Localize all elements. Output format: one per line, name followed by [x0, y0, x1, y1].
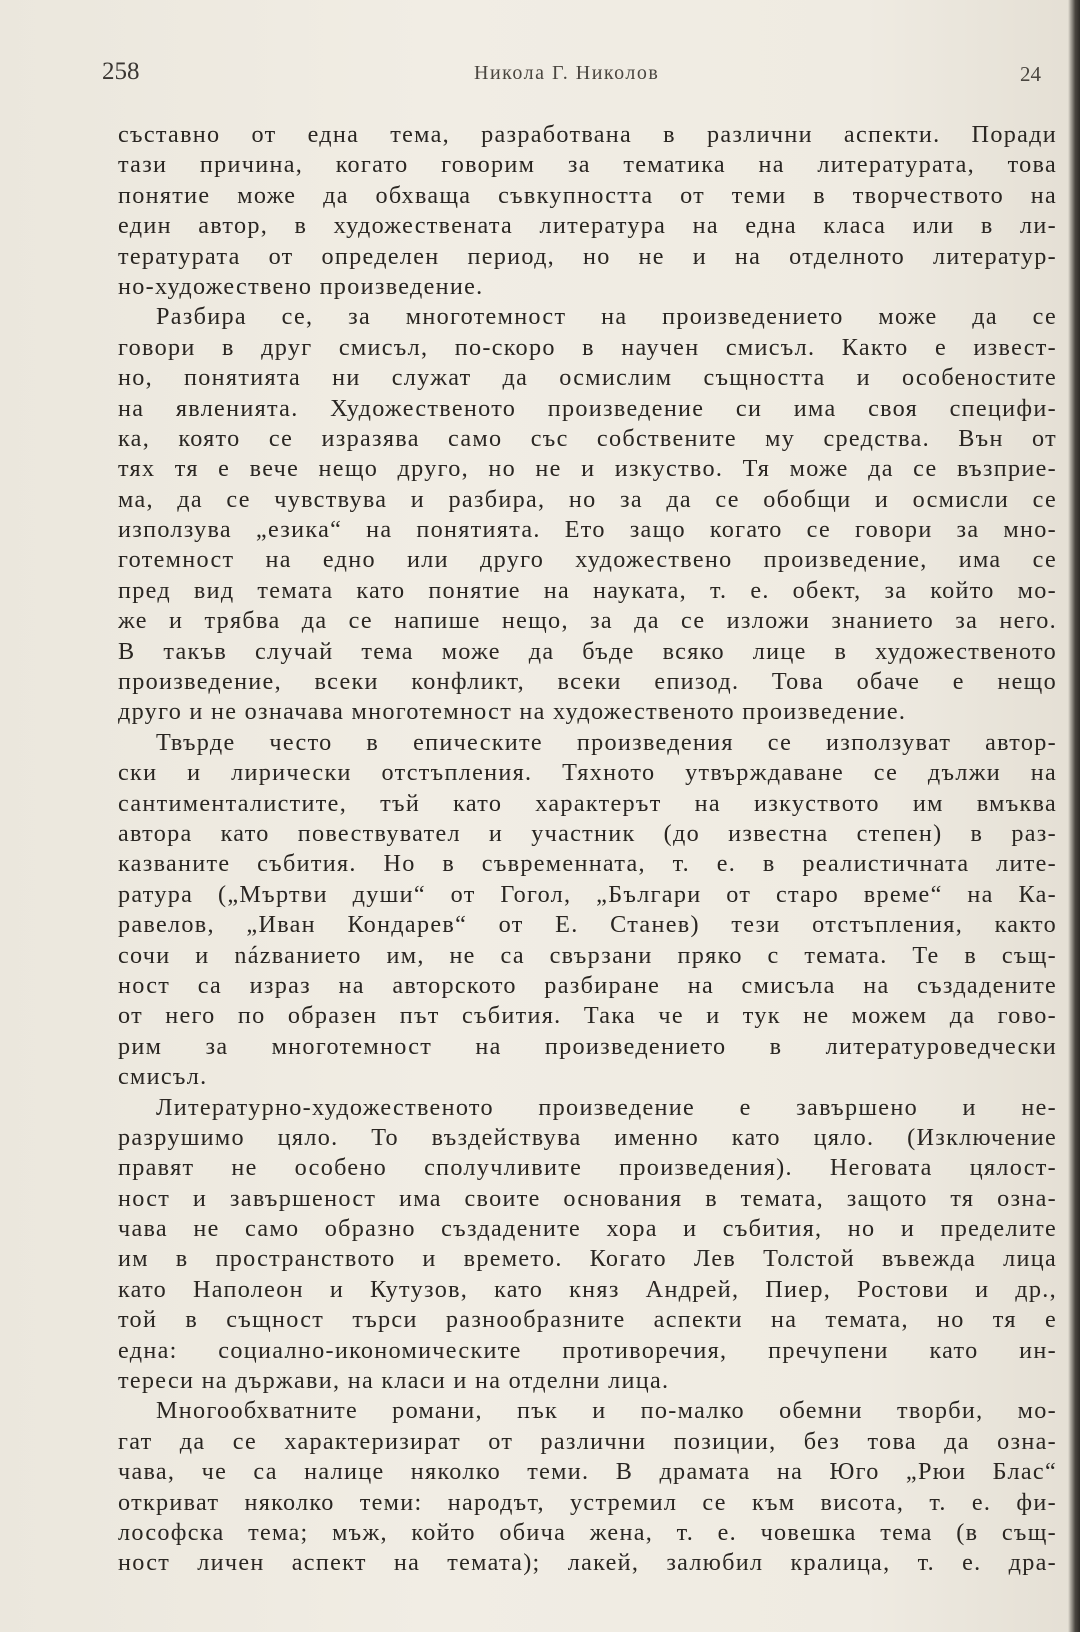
text-line: тереси на държави, на класи и на отделни лица. [118, 1367, 670, 1395]
text-line: ма, да се чувствува и разбира, но за да се обобщи и осмисли се [118, 485, 1057, 513]
text-line: като Наполеон и Кутузов, като княз Андрей, Пиер, Ростови и др., [118, 1275, 1057, 1303]
text-line: говори в друг смисъл, по-скоро в научен смисъл. Както е извест- [118, 333, 1057, 361]
text-line: готемност на едно или друго художествено произведение, има се [118, 546, 1057, 574]
text-line: же и трябва да се напише нещо, за да се изложи знанието за него. [118, 607, 1057, 635]
text-line: тях тя е вече нещо друго, но не и изкуство. Тя може да се възприе- [118, 455, 1057, 483]
text-line: той в същност търси разнообразните аспекти на темата, но тя е [118, 1306, 1057, 1334]
text-line: но, понятията ни служат да осмислим същността и особеностите [118, 364, 1057, 392]
running-title: Никола Г. Николов [474, 62, 660, 84]
text-line: чава не само образно създадените хора и събития, но и пределите [118, 1215, 1057, 1243]
text-line: Твърде често в епическите произведения се използуват автор- [156, 728, 1057, 756]
text-line: ност са израз на авторското разбиране на смисъла на създадените [118, 971, 1057, 999]
text-line: произведение, всеки конфликт, всеки епизод. Това обаче е нещо [118, 668, 1057, 696]
page-number: 258 [102, 58, 140, 85]
text-line: сантименталистите, тъй като характерът на изкуството им вмъква [118, 789, 1057, 817]
text-line: Многообхватните романи, пък и по-малко обемни творби, мо- [156, 1397, 1057, 1425]
text-line: лософска тема; мъж, който обича жена, т. е. човешка тема (в същ- [118, 1518, 1057, 1546]
text-line: гат да се характеризират от различни позиции, без това да озна- [118, 1427, 1057, 1455]
text-line: на явленията. Художественото произведение си има своя специфи- [118, 394, 1057, 422]
text-line: ност личен аспект на темата); лакей, залюбил кралица, т. е. дра- [118, 1549, 1057, 1577]
text-line: ност и завършеност има своите основания в темата, защото тя озна- [118, 1184, 1057, 1212]
text-line: ка, която се изразява само със собствените му средства. Вън от [118, 424, 1057, 452]
page-edge-shadow [1068, 0, 1080, 1632]
text-line: откриват няколко теми: народът, устремил се към висота, т. е. фи- [118, 1488, 1057, 1516]
text-line: ски и лирически отстъпления. Тяхното утвърждаване се дължи на [118, 759, 1057, 787]
text-line: равелов, „Иван Кондарев“ от Е. Станев) тези отстъпления, както [118, 911, 1057, 939]
text-line: съставно от една тема, разработвана в различни аспекти. Поради [118, 121, 1057, 148]
text-line: един автор, в художествената литература на една класа или в ли- [118, 212, 1057, 240]
text-line: една: социално-икономическите противоречия, пречупени като ин- [118, 1336, 1057, 1364]
text-line: им в пространството и времето. Когато Лев Толстой въвежда лица [118, 1245, 1057, 1273]
page-header [102, 58, 1062, 98]
text-line: но-художествено произведение. [118, 272, 484, 300]
text-line: Разбира се, за многотемност на произведението може да се [156, 303, 1057, 331]
text-line: ратура („Мъртви души“ от Гогол, „Българи от старо време“ на Ка- [118, 880, 1057, 908]
text-line: друго и не означава многотемност на художественото произведение. [118, 698, 907, 726]
text-line: автора като повествувател и участник (до известна степен) в раз- [118, 819, 1057, 847]
text-line: пред вид темата като понятие на науката, т. е. обект, за който мо- [118, 576, 1057, 604]
corner-number: 24 [1020, 62, 1041, 86]
text-line: правят не особено сполучливите произведения). Неговата цялост- [118, 1154, 1057, 1182]
text-line: от него по образен път събития. Така че и тук не можем да гово- [118, 1002, 1057, 1030]
text-line: смисъл. [118, 1063, 208, 1091]
text-line: Литературно-художественото произведение е завършено и не- [156, 1093, 1057, 1121]
text-line: В такъв случай тема може да бъде всяко лице в художественото [118, 637, 1057, 665]
text-line: тературата от определен период, но не и на отделното литератур- [118, 242, 1057, 270]
text-line: чава, че са налице няколко теми. В драмата на Юго „Рюи Блас“ [118, 1458, 1057, 1486]
text-line: тази причина, когато говорим за тематика на литературата, това [118, 151, 1057, 179]
text-line: понятие може да обхваща съвкупността от теми в творчеството на [118, 181, 1057, 209]
text-line: използува „езика“ на понятията. Ето защо когато се говори за мно- [118, 516, 1057, 544]
text-line: рим за многотемност на произведението в литературоведчески [118, 1032, 1057, 1060]
text-line: казваните събития. Но в съвременната, т. е. в реалистичната лите- [118, 850, 1057, 878]
text-line: разрушимо цяло. То въздействува именно като цяло. (Изключение [118, 1123, 1057, 1151]
text-line: сочи и názванието им, не са свързани пряко с темата. Те в същ- [118, 941, 1057, 969]
body-text [118, 120, 1057, 1579]
